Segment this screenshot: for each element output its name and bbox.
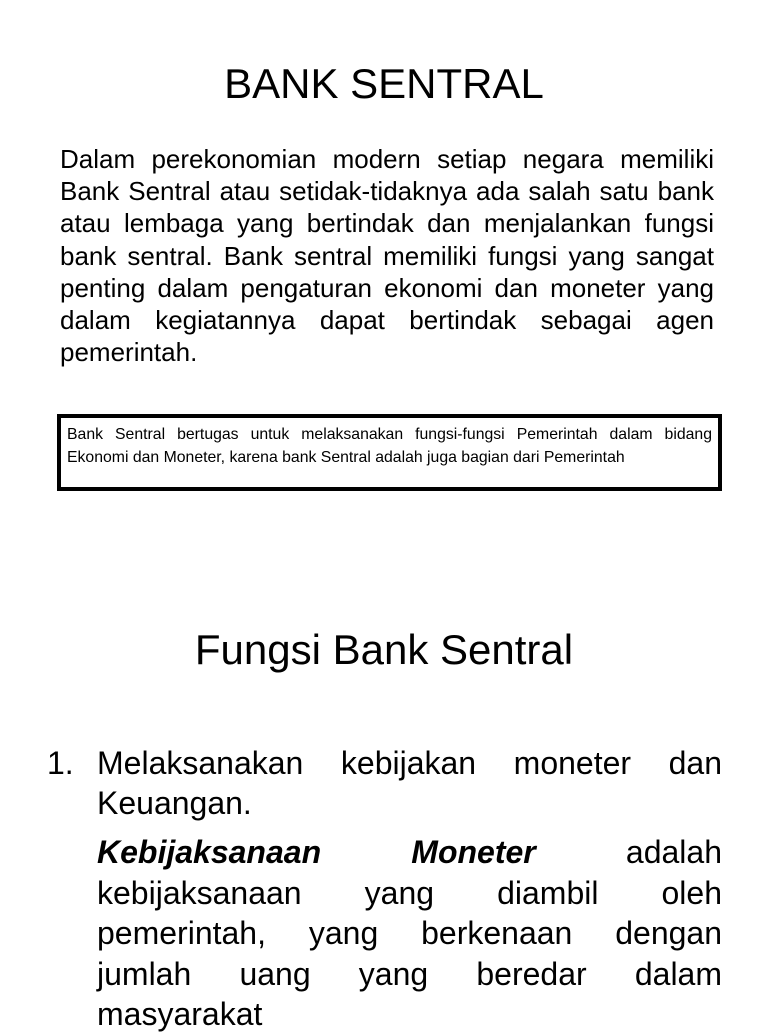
list-item — [0, 743, 722, 1035]
list-item-heading: Melaksanakan kebijakan moneter dan Keuangan. — [97, 745, 722, 821]
callout-box: Bank Sentral bertugas untuk melaksanakan fungsi-fungsi Pemerintah dalam bidang Ekonomi dan Moneter, karena bank Sentral adalah juga bagian dari Pemerintah — [57, 414, 722, 491]
definition-text: adalah kebijaksanaan yang diambil oleh pemerintah, yang berkenaan dengan jumlah uang yang beredar dalam masyarakat — [97, 834, 722, 1032]
slide-fungsi-bank-sentral — [0, 560, 768, 1032]
intro-paragraph: Dalam perekonomian modern setiap negara memiliki Bank Sentral atau setidak-tidaknya ada salah satu bank atau lembaga yang bertindak dan menjalankan fungsi bank sentral. Bank sentral memiliki fungsi yang sangat penting dalam pengaturan ekonomi dan moneter yang dalam kegiatannya dapat bertindak sebagai agen pemerintah. — [60, 144, 714, 368]
slide-title: Fungsi Bank Sentral — [194, 626, 574, 673]
definition-term: Kebijaksanaan Moneter — [97, 834, 536, 870]
list-item-description — [97, 832, 722, 1035]
list-item-number: 1. — [47, 745, 74, 781]
function-list — [0, 743, 768, 1035]
slide-title: BANK SENTRAL — [224, 60, 544, 107]
